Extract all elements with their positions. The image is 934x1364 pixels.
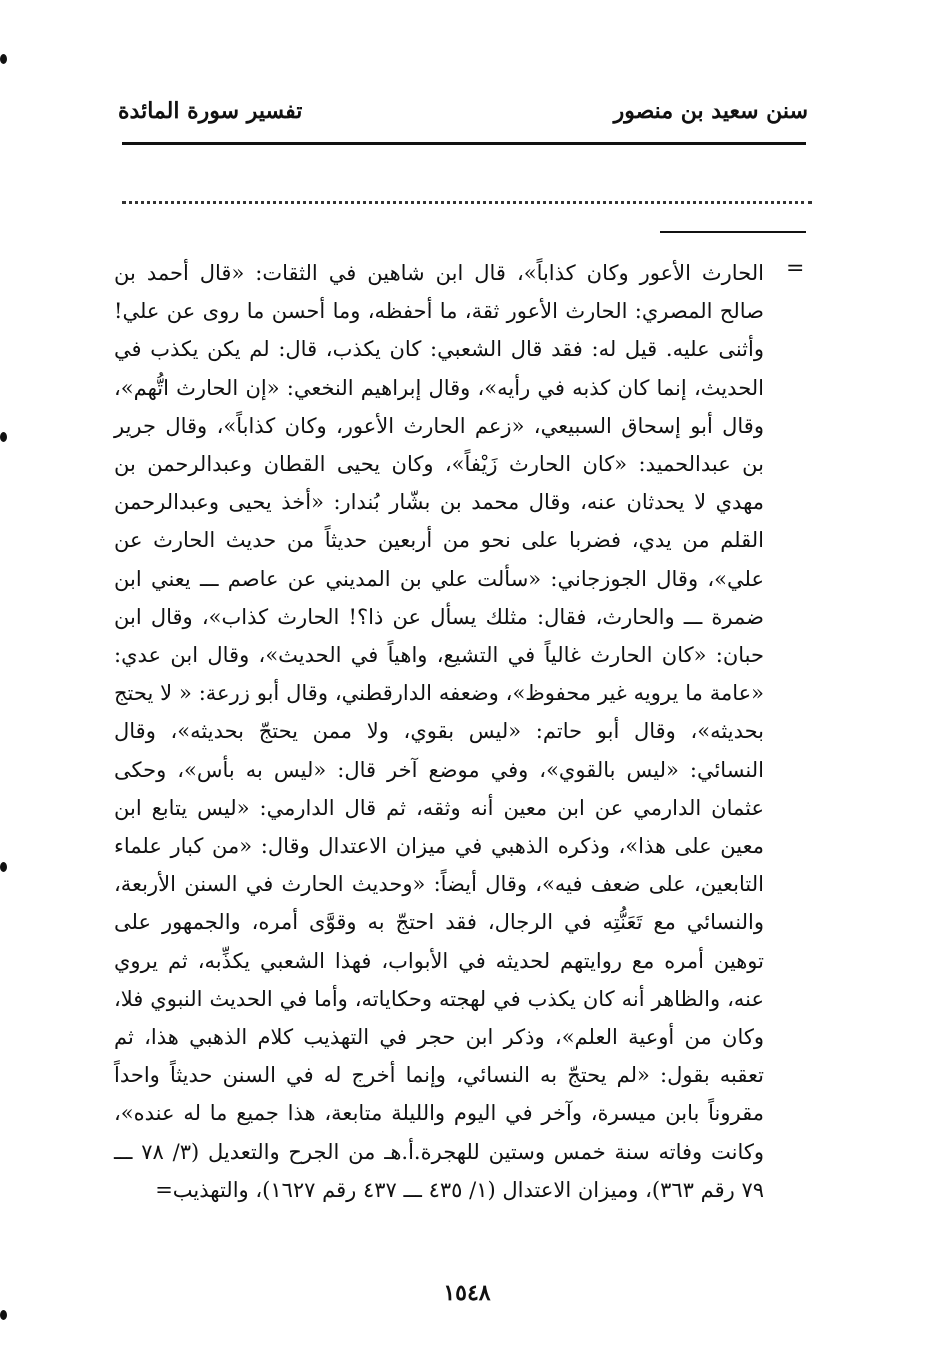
page-number: ١٥٤٨ xyxy=(443,1280,491,1306)
book-title: سنن سعيد بن منصور xyxy=(613,98,808,124)
footnote-text: الحارث الأعور وكان كذاباً»، قال ابن شاهين في الثقات: «قال أحمد بن صالح المصري: الحارث الأعور ثقة، ما أحفظه، وما أحسن ما روى عن علي! وأثنى عليه. قيل له: فقد قال الشعبي: كان يكذب، قال: لم يكن يكذب في الحديث، إنما كان كذبه في رأيه»، وقال إبراهيم النخعي: «إن الحارث اتُّهم»، وقال أبو إسحاق السبيعي، «زعم الحارث الأعور، وكان كذاباً»، وقال جرير بن عبدالحميد: «كان الحارث زَيْفاً»، وكان يحيى القطان وعبدالرحمن بن مهدي لا يحدثان عنه، وقال محمد بن بشّار بُندار: «أخذ يحيى وعبدالرحمن القلم من يدي، فضربا على نحو من أربعين حديثاً من حديث الحارث عن علي»، وقال الجوزجاني: «سألت علي بن المديني عن عاصم ـــ يعني ابن ضمرة ـــ والحارث، فقال: مثلك يسأل عن ذا؟! الحارث كذاب»، وقال ابن حبان: «كان الحارث غالياً في التشيع، واهياً في الحديث»، وقال ابن عدي: «عامة ما يرويه غير محفوظ»، وضعفه الدارقطني، وقال أبو زرعة: « لا يحتج بحديثه»، وقال أبو حاتم: «ليس بقوي، ولا ممن يحتجّ بحديثه»، وقال النسائي: «ليس بالقوي»، وفي موضع آخر قال: «ليس به بأس»، وحكى عثمان الدارمي عن ابن معين أنه وثقه، ثم قال الدارمي: «ليس يتابع ابن معين على هذا»، وذكره الذهبي في ميزان الاعتدال وقال: «من كبار علماء التابعين، على ضعف فيه»، وقال أيضاً: «وحديث الحارث في السنن الأربعة، والنسائي مع تَعَنُّتِه في الرجال، فقد احتجّ به وقوَّى أمره، والجمهور على توهين أمره مع روايتهم لحديثه في الأبواب، فهذا الشعبي يكذِّبه، ثم يروي عنه، والظاهر أنه كان يكذب في لهجته وحكاياته، وأما في الحديث النبوي فلا، وكان من أوعية العلم»، وذكر ابن حجر في التهذيب كلام الذهبي هذا، ثم تعقبه بقول: «لم يحتجّ به النسائي، وإنما أخرج له في السنن حديثاً واحداً مقروناً بابن ميسرة، وآخر في اليوم والليلة متابعة، هذا جميع ما له عنده»، وكانت وفاته سنة خمس وستين للهجرة.أ.هـ من الجرح والتعديل (٣/ ٧٨ ـــ ٧٩ رقم ٣٦٣)، وميزان الاعتدال (١/ ٤٣٥ ـــ ٤٣٧ رقم ١٦٢٧)، والتهذيب= xyxy=(114,261,764,1202)
binding-hole-mark xyxy=(0,54,7,64)
running-header xyxy=(118,98,808,138)
binding-hole-mark xyxy=(0,862,7,872)
header-divider xyxy=(122,142,806,145)
footnote-separator xyxy=(660,231,806,233)
dotted-divider xyxy=(122,201,812,204)
binding-hole-mark xyxy=(0,1310,7,1320)
footnote-continuation-mark: = xyxy=(786,256,805,281)
section-title: تفسير سورة المائدة xyxy=(118,98,303,124)
binding-hole-mark xyxy=(0,432,7,442)
